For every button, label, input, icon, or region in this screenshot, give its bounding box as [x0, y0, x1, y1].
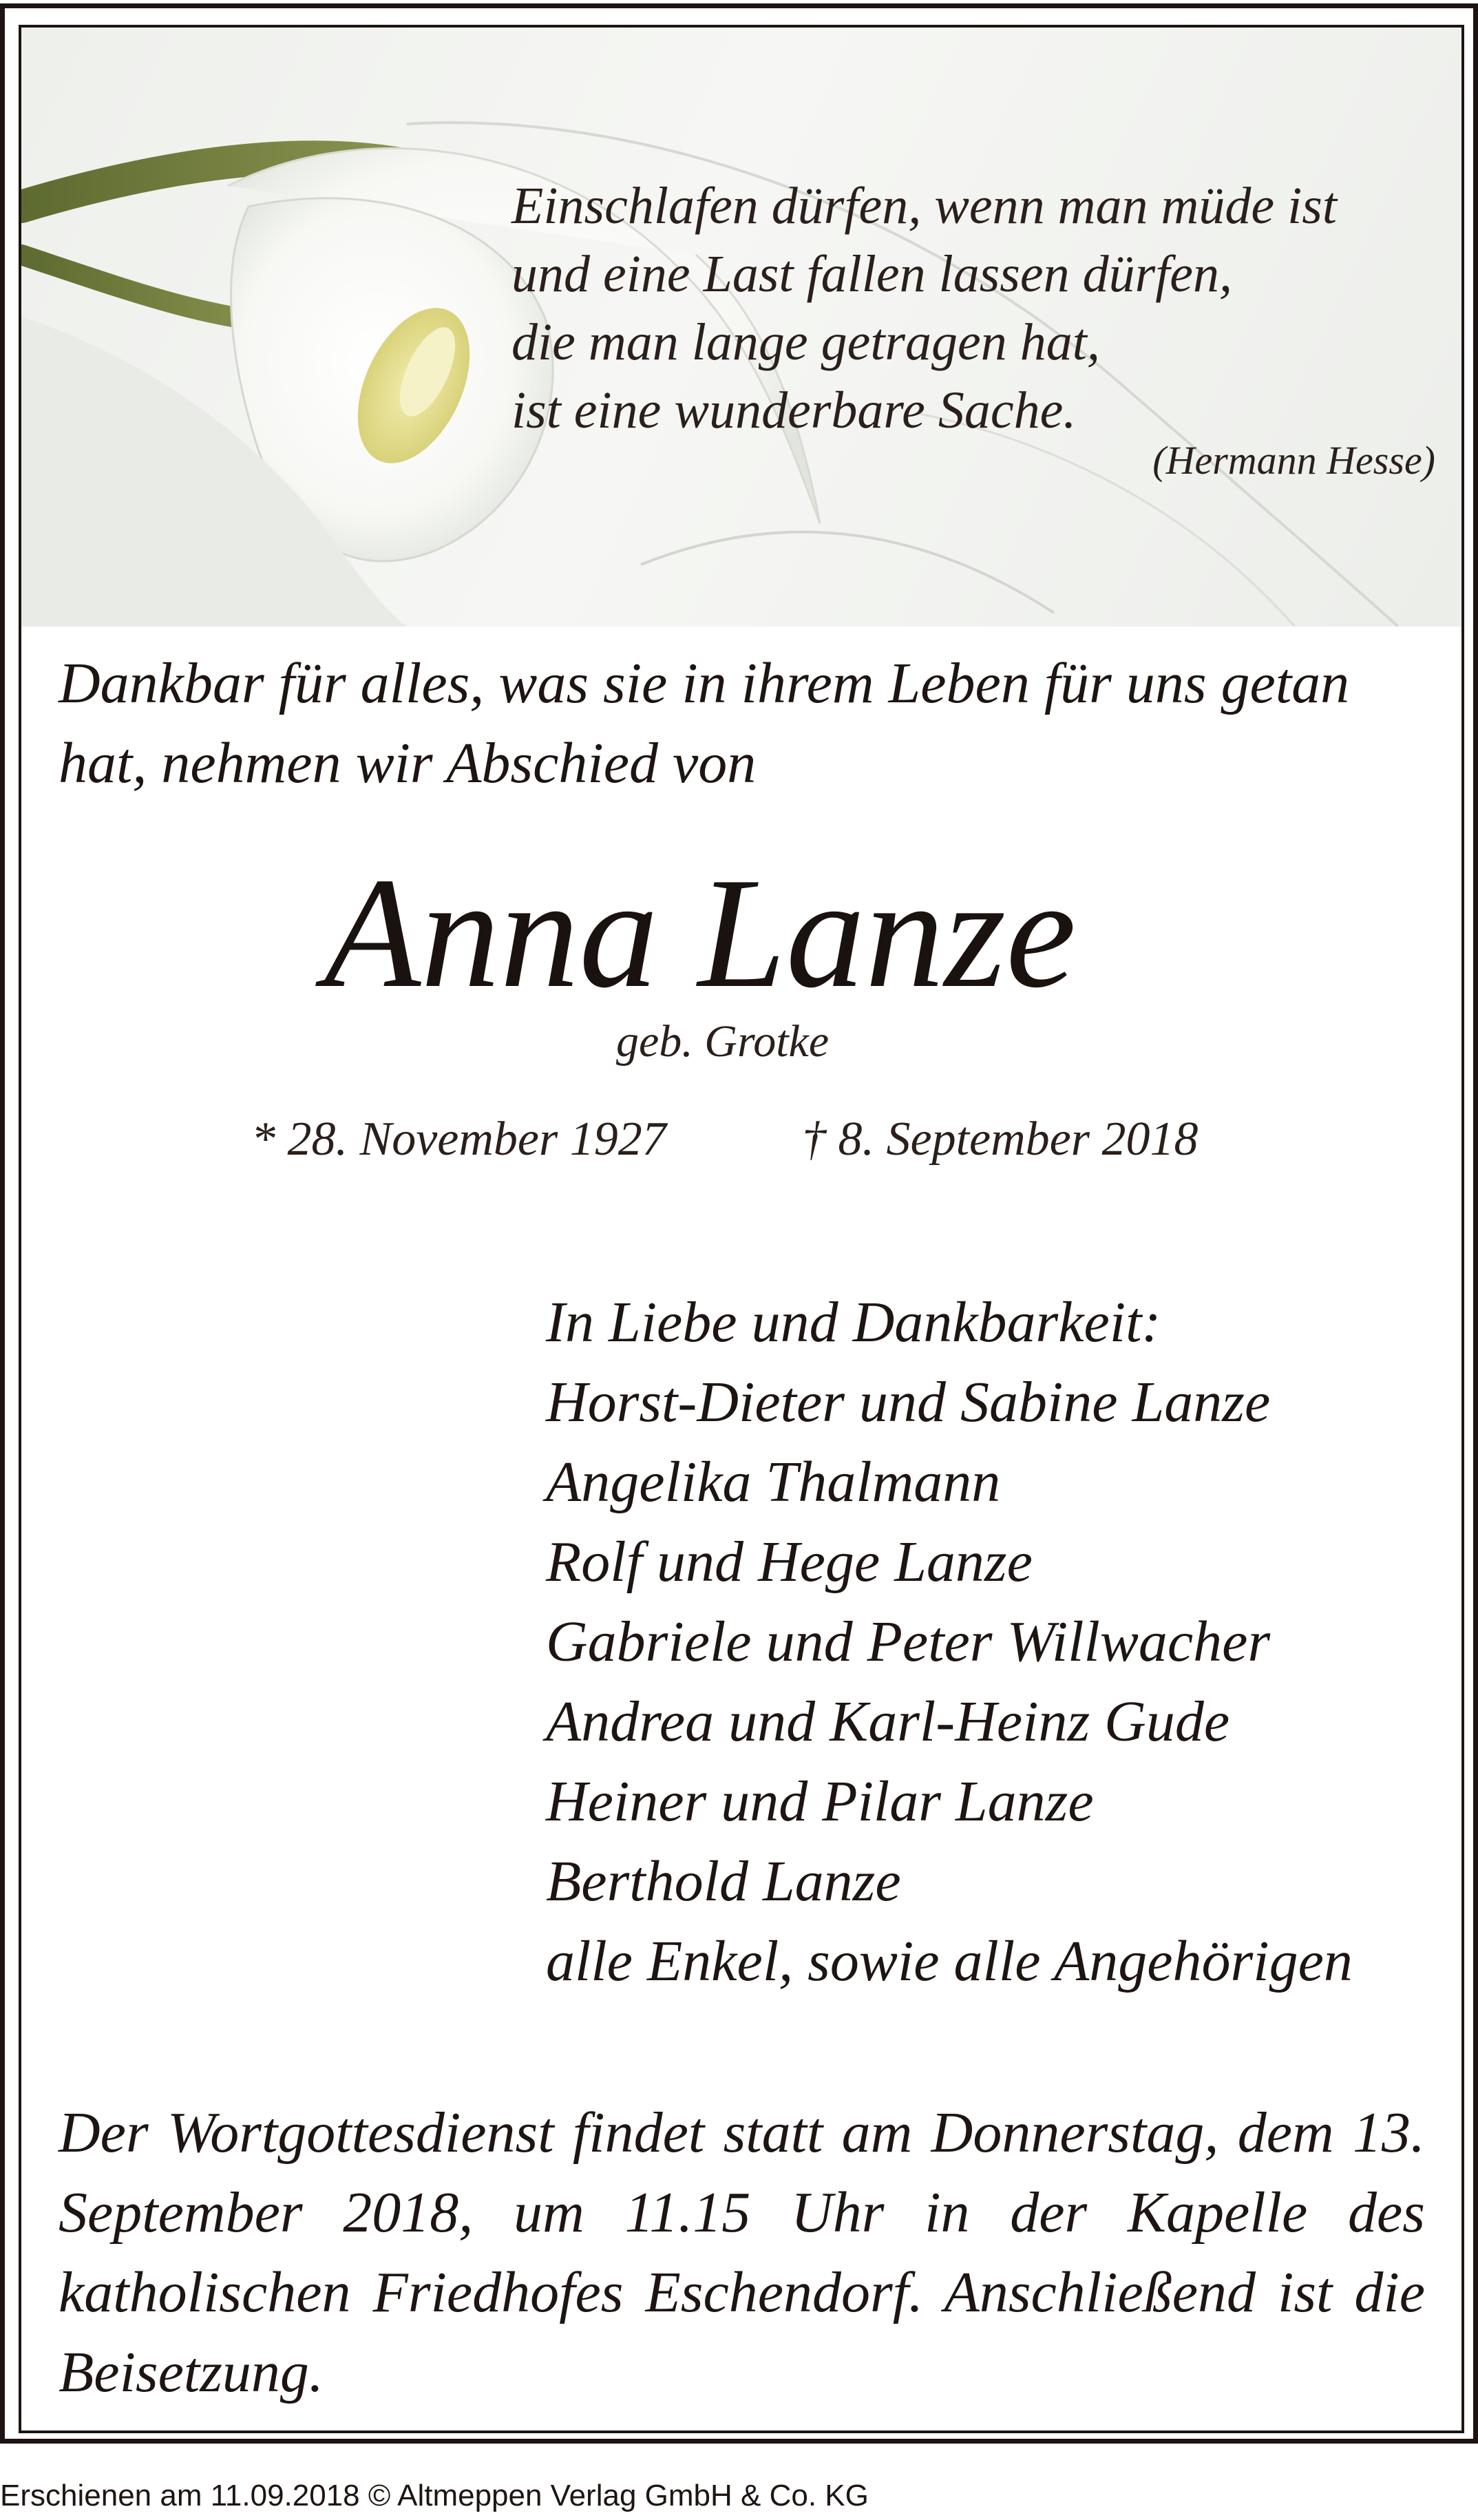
mourner-entry: Gabriele und Peter Willwacher: [546, 1610, 1271, 1674]
mourner-entry: Angelika Thalmann: [546, 1450, 1001, 1514]
mourner-entry: Horst-Dieter und Sabine Lanze: [546, 1370, 1271, 1434]
publication-footer: Erschienen am 11.09.2018 © Altmeppen Verlag GmbH & Co. KG: [0, 2479, 869, 2512]
intro-text: Dankbar für alles, was sie in ihrem Leben für uns getan hat, nehmen wir Abschied von: [59, 651, 1350, 795]
obituary-inner-frame: [19, 25, 1464, 2433]
mourner-entry: alle Enkel, sowie alle Angehörigen: [546, 1929, 1353, 1993]
mourner-entry: Andrea und Karl-Heinz Gude: [546, 1690, 1230, 1754]
maiden-name: geb. Grotke: [616, 1016, 830, 1067]
mourner-entry: Heiner und Pilar Lanze: [546, 1770, 1094, 1834]
mourner-entry: Berthold Lanze: [546, 1849, 901, 1913]
quote-author: (Hermann Hesse): [1152, 438, 1435, 483]
quote-line: ist eine wunderbare Sache.: [511, 381, 1077, 439]
obituary-outer-frame: [0, 3, 1478, 2444]
quote-line: Einschlafen dürfen, wenn man müde ist: [511, 177, 1337, 235]
mourners-list: [546, 1283, 1353, 2002]
service-announcement: Der Wortgottesdienst findet statt am Donnerstag, dem 13. September 2018, um 11.15 Uhr in der Kapelle des katholischen Friedhofes Eschendorf. Anschließend ist die Beisetzung.: [59, 2101, 1425, 2404]
birth-date: * 28. November 1927: [251, 1113, 666, 1166]
mourner-entry: Rolf und Hege Lanze: [546, 1530, 1033, 1594]
quote-line: und eine Last fallen lassen dürfen,: [511, 245, 1233, 303]
quote-line: die man lange getragen hat,: [511, 313, 1100, 371]
quote: [511, 172, 1337, 445]
deceased-name: Anna Lanze: [324, 845, 1077, 1020]
mourners-heading: In Liebe und Dankbarkeit:: [546, 1290, 1161, 1354]
death-date: † 8. September 2018: [802, 1113, 1199, 1166]
